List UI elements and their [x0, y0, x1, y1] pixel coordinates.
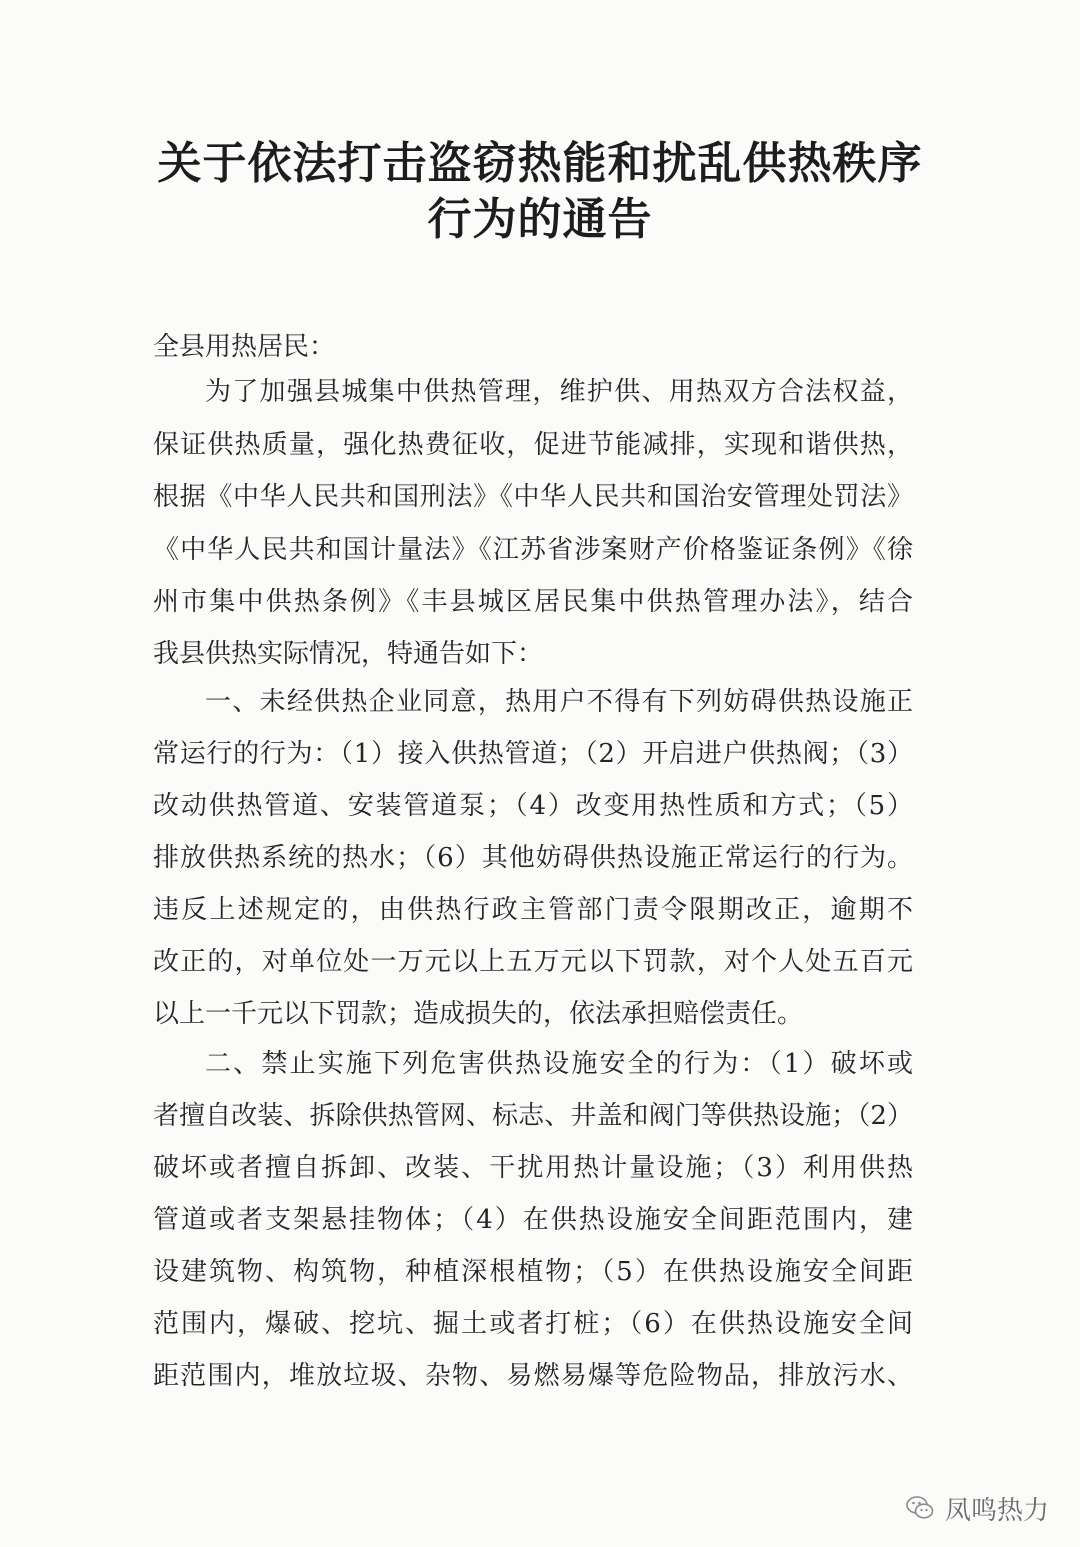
greeting: 全县用热居民： [153, 332, 336, 362]
body-line: 一、未经供热企业同意，热用户不得有下列妨碍供热设施正 [205, 687, 913, 717]
body-line: 常运行的行为：（1）接入供热管道；（2）开启进户供热阀；（3） [153, 739, 913, 769]
body-line: 为了加强县城集中供热管理，维护供、用热双方合法权益， [205, 377, 913, 407]
body-line: 违反上述规定的，由供热行政主管部门责令限期改正，逾期不 [153, 895, 913, 925]
body-line: 设建筑物、构筑物，种植深根植物；（5）在供热设施安全间距 [153, 1257, 913, 1287]
body-line: 我县供热实际情况，特通告如下： [153, 639, 544, 669]
body-line: 以上一千元以下罚款；造成损失的，依法承担赔偿责任。 [153, 999, 804, 1029]
body-line: 距范围内，堆放垃圾、杂物、易燃易爆等危险物品，排放污水、 [153, 1361, 913, 1391]
body-line: 排放供热系统的热水；（6）其他妨碍供热设施正常运行的行为。 [153, 843, 913, 873]
body-line: 破坏或者擅自拆卸、改装、干扰用热计量设施；（3）利用供热 [153, 1153, 913, 1183]
body-line: 根据《中华人民共和国刑法》《中华人民共和国治安管理处罚法》 [153, 482, 913, 512]
body-line: 保证供热质量，强化热费征收，促进节能减排，实现和谐供热， [153, 430, 913, 460]
body-line: 管道或者支架悬挂物体；（4）在供热设施安全间距范围内，建 [153, 1205, 913, 1235]
document-title-line-1: 关于依法打击盗窃热能和扰乱供热秩序 [157, 138, 923, 189]
watermark-text: 凤鸣热力 [945, 1495, 1050, 1526]
body-line: 范围内，爆破、挖坑、掘土或者打桩；（6）在供热设施安全间 [153, 1309, 913, 1339]
body-line: 者擅自改装、拆除供热管网、标志、井盖和阀门等供热设施；（2） [153, 1101, 913, 1131]
watermark [905, 1484, 1080, 1532]
body-line: 改正的，对单位处一万元以上五万元以下罚款，对个人处五百元 [153, 947, 913, 977]
document-title-line-2: 行为的通告 [427, 194, 653, 245]
body-line: 州市集中供热条例》《丰县城区居民集中供热管理办法》，结合 [153, 587, 913, 617]
wechat-icon [905, 1493, 935, 1523]
body-line: 改动供热管道、安装管道泵；（4）改变用热性质和方式；（5） [153, 791, 913, 821]
body-line: 《中华人民共和国计量法》《江苏省涉案财产价格鉴证条例》《徐 [153, 535, 913, 565]
body-line: 二、禁止实施下列危害供热设施安全的行为：（1）破坏或 [205, 1049, 913, 1079]
